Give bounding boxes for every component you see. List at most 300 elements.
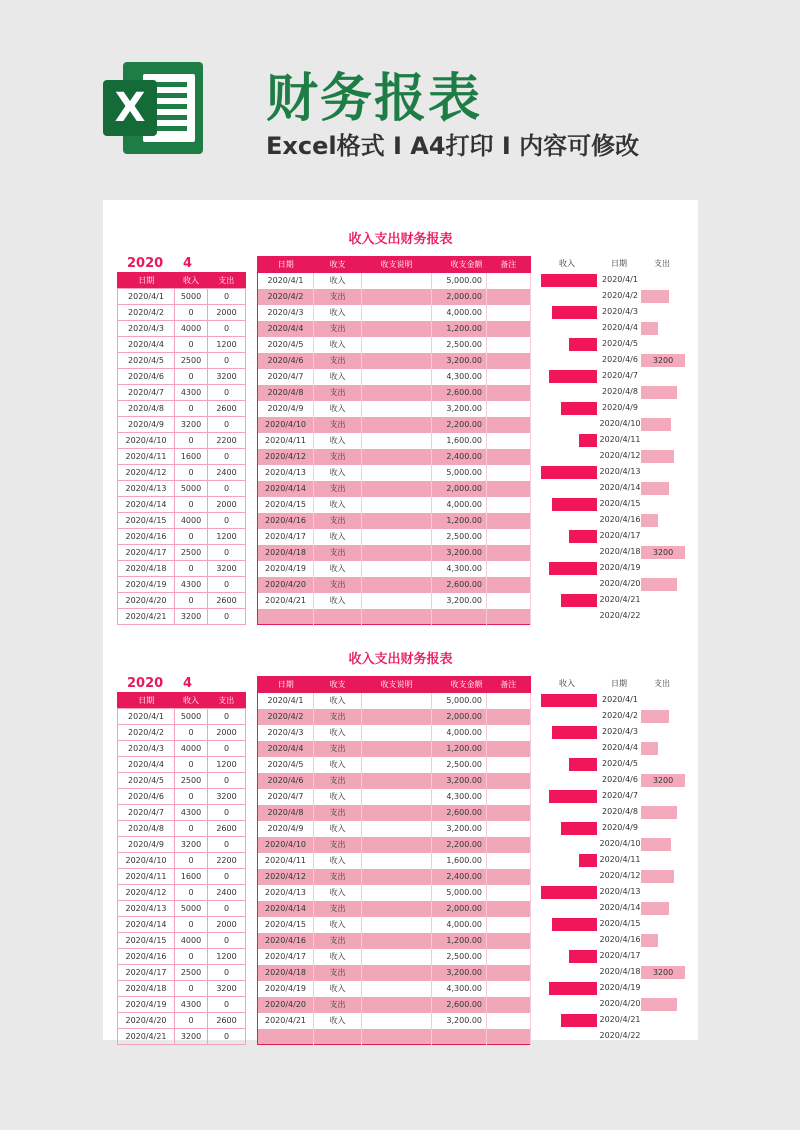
table-cell[interactable] <box>362 529 432 545</box>
table-cell[interactable]: 2,000.00 <box>432 901 487 917</box>
table-cell[interactable]: 3200 <box>208 789 246 805</box>
table-cell[interactable] <box>487 353 531 369</box>
table-cell[interactable]: 0 <box>175 981 208 997</box>
table-cell[interactable] <box>362 577 432 593</box>
table-cell[interactable] <box>487 545 531 561</box>
table-cell[interactable] <box>487 741 531 757</box>
table-cell[interactable]: 收入 <box>314 497 362 513</box>
table-cell[interactable] <box>258 609 314 625</box>
table-cell[interactable]: 收入 <box>314 561 362 577</box>
table-cell[interactable] <box>487 593 531 609</box>
table-cell[interactable]: 2020/4/19 <box>118 577 175 593</box>
table-cell[interactable]: 2,600.00 <box>432 805 487 821</box>
table-cell[interactable]: 2020/4/11 <box>258 433 314 449</box>
table-cell[interactable]: 支出 <box>314 513 362 529</box>
table-cell[interactable]: 2020/4/13 <box>118 481 175 497</box>
table-cell[interactable]: 2020/4/8 <box>118 401 175 417</box>
table-cell[interactable]: 收入 <box>314 757 362 773</box>
table-cell[interactable]: 0 <box>208 385 246 401</box>
table-cell[interactable]: 2020/4/15 <box>118 933 175 949</box>
table-cell[interactable] <box>362 481 432 497</box>
table-cell[interactable] <box>362 561 432 577</box>
table-cell[interactable]: 2020/4/6 <box>118 789 175 805</box>
table-cell[interactable]: 2020/4/2 <box>258 709 314 725</box>
table-cell[interactable]: 3200 <box>175 609 208 625</box>
table-cell[interactable] <box>362 1029 432 1045</box>
table-cell[interactable]: 2020/4/10 <box>118 433 175 449</box>
table-cell[interactable]: 4,000.00 <box>432 497 487 513</box>
table-cell[interactable]: 2020/4/4 <box>258 321 314 337</box>
table-cell[interactable]: 3200 <box>208 561 246 577</box>
table-cell[interactable]: 1,200.00 <box>432 741 487 757</box>
table-cell[interactable]: 5000 <box>175 901 208 917</box>
table-cell[interactable] <box>362 757 432 773</box>
table-cell[interactable]: 0 <box>208 321 246 337</box>
table-cell[interactable]: 2020/4/5 <box>258 757 314 773</box>
table-cell[interactable] <box>362 933 432 949</box>
table-cell[interactable] <box>487 609 531 625</box>
table-cell[interactable]: 0 <box>208 933 246 949</box>
table-cell[interactable]: 4,300.00 <box>432 981 487 997</box>
table-cell[interactable]: 2020/4/12 <box>118 465 175 481</box>
table-cell[interactable]: 2500 <box>175 353 208 369</box>
table-cell[interactable]: 2020/4/3 <box>118 321 175 337</box>
table-cell[interactable]: 0 <box>175 433 208 449</box>
table-cell[interactable] <box>487 449 531 465</box>
table-cell[interactable] <box>362 789 432 805</box>
table-cell[interactable]: 2,500.00 <box>432 529 487 545</box>
table-cell[interactable] <box>487 465 531 481</box>
table-cell[interactable]: 2000 <box>208 917 246 933</box>
table-cell[interactable]: 3,200.00 <box>432 545 487 561</box>
table-cell[interactable]: 2020/4/13 <box>258 465 314 481</box>
table-cell[interactable] <box>362 449 432 465</box>
table-cell[interactable]: 1200 <box>208 949 246 965</box>
table-cell[interactable] <box>362 497 432 513</box>
table-cell[interactable] <box>487 773 531 789</box>
table-cell[interactable]: 0 <box>175 853 208 869</box>
table-cell[interactable]: 2,600.00 <box>432 997 487 1013</box>
table-cell[interactable]: 1200 <box>208 529 246 545</box>
table-cell[interactable]: 2020/4/1 <box>258 273 314 289</box>
table-cell[interactable]: 0 <box>175 305 208 321</box>
table-cell[interactable] <box>487 757 531 773</box>
table-cell[interactable]: 2,000.00 <box>432 289 487 305</box>
table-cell[interactable]: 收入 <box>314 433 362 449</box>
table-cell[interactable]: 4,000.00 <box>432 725 487 741</box>
table-cell[interactable]: 0 <box>175 789 208 805</box>
table-cell[interactable] <box>362 917 432 933</box>
table-cell[interactable]: 支出 <box>314 965 362 981</box>
table-cell[interactable]: 收入 <box>314 981 362 997</box>
table-cell[interactable] <box>487 577 531 593</box>
table-cell[interactable]: 2020/4/19 <box>258 561 314 577</box>
table-cell[interactable]: 支出 <box>314 289 362 305</box>
table-cell[interactable] <box>487 481 531 497</box>
table-cell[interactable]: 2020/4/9 <box>118 837 175 853</box>
table-cell[interactable]: 0 <box>175 885 208 901</box>
table-cell[interactable]: 0 <box>208 417 246 433</box>
table-cell[interactable]: 2020/4/3 <box>258 305 314 321</box>
table-cell[interactable]: 0 <box>175 561 208 577</box>
table-cell[interactable]: 3200 <box>175 837 208 853</box>
table-cell[interactable]: 0 <box>208 741 246 757</box>
table-cell[interactable]: 支出 <box>314 353 362 369</box>
table-cell[interactable] <box>362 853 432 869</box>
table-cell[interactable]: 2,600.00 <box>432 385 487 401</box>
table-cell[interactable]: 2020/4/15 <box>118 513 175 529</box>
table-cell[interactable]: 2020/4/18 <box>118 981 175 997</box>
table-cell[interactable]: 收入 <box>314 401 362 417</box>
table-cell[interactable]: 3,200.00 <box>432 593 487 609</box>
table-cell[interactable]: 支出 <box>314 321 362 337</box>
table-cell[interactable]: 0 <box>208 545 246 561</box>
table-cell[interactable]: 2020/4/4 <box>118 757 175 773</box>
table-cell[interactable] <box>432 1029 487 1045</box>
table-cell[interactable]: 2500 <box>175 773 208 789</box>
table-cell[interactable] <box>362 773 432 789</box>
table-cell[interactable]: 0 <box>175 465 208 481</box>
table-cell[interactable] <box>487 821 531 837</box>
table-cell[interactable]: 3,200.00 <box>432 353 487 369</box>
table-cell[interactable]: 0 <box>208 805 246 821</box>
table-cell[interactable]: 4,000.00 <box>432 305 487 321</box>
table-cell[interactable]: 2600 <box>208 593 246 609</box>
table-cell[interactable] <box>487 385 531 401</box>
table-cell[interactable]: 收入 <box>314 885 362 901</box>
table-cell[interactable]: 2020/4/10 <box>118 853 175 869</box>
table-cell[interactable] <box>487 981 531 997</box>
table-cell[interactable]: 0 <box>175 529 208 545</box>
table-cell[interactable] <box>362 901 432 917</box>
table-cell[interactable]: 0 <box>175 917 208 933</box>
table-cell[interactable] <box>362 417 432 433</box>
table-cell[interactable]: 2020/4/9 <box>258 401 314 417</box>
table-cell[interactable]: 2600 <box>208 821 246 837</box>
table-cell[interactable]: 2,500.00 <box>432 757 487 773</box>
table-cell[interactable]: 支出 <box>314 837 362 853</box>
table-cell[interactable]: 2020/4/17 <box>118 965 175 981</box>
table-cell[interactable] <box>487 997 531 1013</box>
table-cell[interactable]: 2400 <box>208 885 246 901</box>
table-cell[interactable]: 0 <box>208 449 246 465</box>
table-cell[interactable]: 2020/4/6 <box>118 369 175 385</box>
table-cell[interactable]: 0 <box>175 725 208 741</box>
table-cell[interactable]: 5,000.00 <box>432 885 487 901</box>
table-cell[interactable] <box>487 709 531 725</box>
table-cell[interactable]: 支出 <box>314 997 362 1013</box>
table-cell[interactable] <box>487 901 531 917</box>
table-cell[interactable]: 2200 <box>208 433 246 449</box>
table-cell[interactable]: 3,200.00 <box>432 401 487 417</box>
table-cell[interactable] <box>362 401 432 417</box>
table-cell[interactable]: 2020/4/2 <box>258 289 314 305</box>
table-cell[interactable]: 2,500.00 <box>432 949 487 965</box>
table-cell[interactable]: 2020/4/12 <box>258 869 314 885</box>
table-cell[interactable] <box>487 417 531 433</box>
table-cell[interactable] <box>487 933 531 949</box>
table-cell[interactable]: 1200 <box>208 337 246 353</box>
table-cell[interactable]: 2020/4/21 <box>118 609 175 625</box>
table-cell[interactable]: 4300 <box>175 577 208 593</box>
table-cell[interactable]: 2020/4/13 <box>258 885 314 901</box>
table-cell[interactable]: 2020/4/21 <box>258 1013 314 1029</box>
table-cell[interactable] <box>362 321 432 337</box>
table-cell[interactable]: 0 <box>208 513 246 529</box>
table-cell[interactable] <box>487 369 531 385</box>
table-cell[interactable]: 3,200.00 <box>432 821 487 837</box>
table-cell[interactable] <box>362 609 432 625</box>
table-cell[interactable] <box>362 305 432 321</box>
table-cell[interactable]: 2400 <box>208 465 246 481</box>
table-cell[interactable]: 2020/4/17 <box>118 545 175 561</box>
table-cell[interactable]: 2600 <box>208 401 246 417</box>
table-cell[interactable]: 2,600.00 <box>432 577 487 593</box>
table-cell[interactable]: 2020/4/9 <box>258 821 314 837</box>
table-cell[interactable]: 2020/4/5 <box>118 773 175 789</box>
table-cell[interactable]: 0 <box>208 577 246 593</box>
table-cell[interactable]: 2020/4/17 <box>258 949 314 965</box>
table-cell[interactable] <box>362 869 432 885</box>
table-cell[interactable]: 2,500.00 <box>432 337 487 353</box>
table-cell[interactable]: 2020/4/20 <box>118 593 175 609</box>
table-cell[interactable]: 收入 <box>314 1013 362 1029</box>
table-cell[interactable]: 0 <box>175 1013 208 1029</box>
table-cell[interactable]: 2020/4/6 <box>258 353 314 369</box>
table-cell[interactable] <box>362 593 432 609</box>
table-cell[interactable]: 0 <box>208 353 246 369</box>
table-cell[interactable] <box>362 337 432 353</box>
table-cell[interactable]: 0 <box>208 837 246 853</box>
table-cell[interactable] <box>487 869 531 885</box>
table-cell[interactable]: 2020/4/20 <box>118 1013 175 1029</box>
table-cell[interactable]: 支出 <box>314 933 362 949</box>
table-cell[interactable]: 2200 <box>208 853 246 869</box>
table-cell[interactable]: 4,300.00 <box>432 369 487 385</box>
table-cell[interactable] <box>487 1013 531 1029</box>
table-cell[interactable]: 3200 <box>175 417 208 433</box>
table-cell[interactable]: 2020/4/7 <box>118 385 175 401</box>
table-cell[interactable]: 2,000.00 <box>432 481 487 497</box>
table-cell[interactable] <box>487 497 531 513</box>
table-cell[interactable]: 3200 <box>175 1029 208 1045</box>
table-cell[interactable]: 收入 <box>314 529 362 545</box>
table-cell[interactable]: 支出 <box>314 709 362 725</box>
table-cell[interactable]: 支出 <box>314 449 362 465</box>
table-cell[interactable] <box>362 805 432 821</box>
table-cell[interactable]: 5000 <box>175 709 208 725</box>
table-cell[interactable]: 2020/4/1 <box>118 709 175 725</box>
table-cell[interactable]: 2020/4/10 <box>258 837 314 853</box>
table-cell[interactable]: 3200 <box>208 981 246 997</box>
table-cell[interactable]: 收入 <box>314 465 362 481</box>
table-cell[interactable] <box>362 289 432 305</box>
table-cell[interactable]: 2020/4/13 <box>118 901 175 917</box>
table-cell[interactable]: 2020/4/18 <box>258 545 314 561</box>
table-cell[interactable]: 4000 <box>175 933 208 949</box>
table-cell[interactable]: 2,400.00 <box>432 869 487 885</box>
table-cell[interactable]: 5,000.00 <box>432 693 487 709</box>
table-cell[interactable]: 收入 <box>314 593 362 609</box>
table-cell[interactable]: 收入 <box>314 273 362 289</box>
table-cell[interactable]: 收入 <box>314 693 362 709</box>
table-cell[interactable] <box>362 273 432 289</box>
table-cell[interactable]: 2020/4/5 <box>118 353 175 369</box>
table-cell[interactable]: 2020/4/5 <box>258 337 314 353</box>
table-cell[interactable]: 2020/4/7 <box>118 805 175 821</box>
table-cell[interactable]: 2020/4/8 <box>118 821 175 837</box>
table-cell[interactable]: 2600 <box>208 1013 246 1029</box>
table-cell[interactable] <box>487 529 531 545</box>
table-cell[interactable] <box>362 369 432 385</box>
table-cell[interactable] <box>487 513 531 529</box>
table-cell[interactable]: 0 <box>208 481 246 497</box>
table-cell[interactable] <box>362 741 432 757</box>
table-cell[interactable] <box>487 289 531 305</box>
table-cell[interactable] <box>487 725 531 741</box>
table-cell[interactable] <box>487 337 531 353</box>
table-cell[interactable]: 4,300.00 <box>432 789 487 805</box>
table-cell[interactable]: 1200 <box>208 757 246 773</box>
table-cell[interactable]: 0 <box>175 337 208 353</box>
table-cell[interactable]: 收入 <box>314 369 362 385</box>
table-cell[interactable]: 0 <box>175 369 208 385</box>
table-cell[interactable]: 支出 <box>314 741 362 757</box>
table-cell[interactable]: 0 <box>208 709 246 725</box>
table-cell[interactable]: 2020/4/8 <box>258 805 314 821</box>
table-cell[interactable]: 支出 <box>314 481 362 497</box>
table-cell[interactable]: 2020/4/14 <box>118 497 175 513</box>
table-cell[interactable]: 收入 <box>314 853 362 869</box>
table-cell[interactable] <box>487 321 531 337</box>
table-cell[interactable]: 0 <box>175 401 208 417</box>
table-cell[interactable]: 3,200.00 <box>432 1013 487 1029</box>
table-cell[interactable] <box>362 837 432 853</box>
table-cell[interactable]: 2020/4/3 <box>258 725 314 741</box>
table-cell[interactable]: 支出 <box>314 417 362 433</box>
table-cell[interactable]: 收入 <box>314 821 362 837</box>
table-cell[interactable]: 0 <box>175 821 208 837</box>
table-cell[interactable] <box>362 693 432 709</box>
table-cell[interactable]: 1600 <box>175 449 208 465</box>
table-cell[interactable] <box>362 981 432 997</box>
table-cell[interactable]: 0 <box>208 997 246 1013</box>
table-cell[interactable]: 2000 <box>208 497 246 513</box>
table-cell[interactable] <box>362 949 432 965</box>
table-cell[interactable]: 2020/4/21 <box>258 593 314 609</box>
table-cell[interactable]: 2020/4/7 <box>258 369 314 385</box>
table-cell[interactable]: 2020/4/17 <box>258 529 314 545</box>
table-cell[interactable] <box>362 385 432 401</box>
table-cell[interactable]: 支出 <box>314 577 362 593</box>
table-cell[interactable]: 2020/4/11 <box>258 853 314 869</box>
table-cell[interactable]: 0 <box>208 869 246 885</box>
table-cell[interactable] <box>487 853 531 869</box>
table-cell[interactable]: 收入 <box>314 725 362 741</box>
table-cell[interactable]: 0 <box>175 497 208 513</box>
table-cell[interactable]: 2020/4/16 <box>258 933 314 949</box>
table-cell[interactable]: 支出 <box>314 545 362 561</box>
table-cell[interactable]: 4000 <box>175 513 208 529</box>
table-cell[interactable]: 2020/4/14 <box>258 481 314 497</box>
table-cell[interactable]: 3,200.00 <box>432 773 487 789</box>
table-cell[interactable]: 0 <box>208 609 246 625</box>
table-cell[interactable]: 0 <box>208 289 246 305</box>
table-cell[interactable]: 2020/4/6 <box>258 773 314 789</box>
table-cell[interactable]: 2020/4/16 <box>118 529 175 545</box>
table-cell[interactable]: 2000 <box>208 305 246 321</box>
table-cell[interactable]: 2020/4/4 <box>118 337 175 353</box>
table-cell[interactable] <box>487 401 531 417</box>
table-cell[interactable] <box>487 949 531 965</box>
table-cell[interactable]: 支出 <box>314 901 362 917</box>
table-cell[interactable]: 2020/4/10 <box>258 417 314 433</box>
table-cell[interactable]: 2020/4/12 <box>258 449 314 465</box>
table-cell[interactable]: 2020/4/21 <box>118 1029 175 1045</box>
table-cell[interactable] <box>362 353 432 369</box>
table-cell[interactable]: 2020/4/20 <box>258 997 314 1013</box>
table-cell[interactable]: 2020/4/14 <box>118 917 175 933</box>
table-cell[interactable]: 3200 <box>208 369 246 385</box>
table-cell[interactable]: 收入 <box>314 917 362 933</box>
table-cell[interactable]: 支出 <box>314 805 362 821</box>
table-cell[interactable] <box>362 709 432 725</box>
table-cell[interactable]: 支出 <box>314 869 362 885</box>
table-cell[interactable]: 2020/4/2 <box>118 305 175 321</box>
table-cell[interactable]: 5000 <box>175 289 208 305</box>
table-cell[interactable]: 4000 <box>175 741 208 757</box>
table-cell[interactable]: 2020/4/9 <box>118 417 175 433</box>
table-cell[interactable]: 2020/4/16 <box>258 513 314 529</box>
table-cell[interactable] <box>487 885 531 901</box>
table-cell[interactable]: 2020/4/1 <box>258 693 314 709</box>
table-cell[interactable]: 支出 <box>314 773 362 789</box>
table-cell[interactable]: 2,200.00 <box>432 417 487 433</box>
table-cell[interactable]: 4300 <box>175 805 208 821</box>
table-cell[interactable]: 4300 <box>175 385 208 401</box>
table-cell[interactable] <box>362 513 432 529</box>
table-cell[interactable] <box>487 433 531 449</box>
table-cell[interactable] <box>487 305 531 321</box>
table-cell[interactable]: 2020/4/4 <box>258 741 314 757</box>
table-cell[interactable] <box>362 465 432 481</box>
table-cell[interactable]: 2020/4/1 <box>118 289 175 305</box>
table-cell[interactable]: 1,200.00 <box>432 933 487 949</box>
table-cell[interactable]: 2,000.00 <box>432 709 487 725</box>
table-cell[interactable]: 2020/4/2 <box>118 725 175 741</box>
table-cell[interactable] <box>487 965 531 981</box>
table-cell[interactable]: 5,000.00 <box>432 273 487 289</box>
table-cell[interactable] <box>487 561 531 577</box>
table-cell[interactable]: 2020/4/18 <box>118 561 175 577</box>
table-cell[interactable]: 收入 <box>314 305 362 321</box>
table-cell[interactable]: 2020/4/8 <box>258 385 314 401</box>
table-cell[interactable] <box>362 965 432 981</box>
table-cell[interactable]: 2020/4/14 <box>258 901 314 917</box>
table-cell[interactable] <box>487 1029 531 1045</box>
table-cell[interactable]: 4000 <box>175 321 208 337</box>
table-cell[interactable] <box>362 545 432 561</box>
table-cell[interactable]: 1,200.00 <box>432 321 487 337</box>
table-cell[interactable]: 1,600.00 <box>432 433 487 449</box>
table-cell[interactable] <box>314 609 362 625</box>
table-cell[interactable] <box>314 1029 362 1045</box>
table-cell[interactable] <box>362 725 432 741</box>
table-cell[interactable]: 2500 <box>175 545 208 561</box>
table-cell[interactable] <box>258 1029 314 1045</box>
table-cell[interactable] <box>487 789 531 805</box>
table-cell[interactable] <box>362 885 432 901</box>
